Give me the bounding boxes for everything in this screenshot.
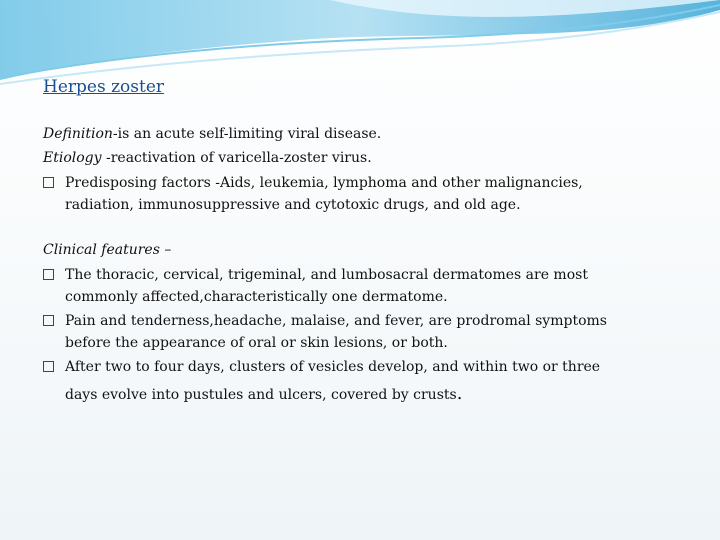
bullet-line: days evolve into pustules and ulcers, covered by crusts	[65, 387, 457, 403]
clinical-bullet-2	[43, 310, 693, 354]
etiology-term: Etiology	[43, 150, 102, 166]
definition-text: -is an acute self-limiting viral disease.	[112, 126, 382, 142]
checkbox-bullet-icon	[43, 315, 54, 326]
checkbox-bullet-icon	[43, 177, 54, 188]
etiology-line	[43, 146, 693, 170]
slide-content	[43, 74, 693, 407]
bullet-line: commonly affected,characteristically one dermatome.	[65, 289, 448, 305]
slide-title[interactable]: Herpes zoster	[43, 77, 165, 97]
clinical-bullet-3	[43, 356, 693, 378]
bullet-line: Pain and tenderness,headache, malaise, and fever, are prodromal symptoms	[65, 313, 607, 329]
bullet-line: After two to four days, clusters of vesicles develop, and within two or three	[65, 359, 601, 375]
checkbox-bullet-icon	[43, 361, 54, 372]
predisposing-line2: radiation, immunosuppressive and cytotoxic drugs, and old age.	[65, 197, 521, 213]
bullet-line-end: .	[456, 383, 463, 404]
definition-line	[43, 122, 693, 146]
bullet-line-continued	[43, 382, 693, 407]
bullet-line: before the appearance of oral or skin lesions, or both.	[65, 335, 448, 351]
definition-term: Definition	[43, 126, 113, 142]
clinical-heading: Clinical features –	[43, 242, 172, 258]
checkbox-bullet-icon	[43, 269, 54, 280]
predisposing-bullet	[43, 172, 693, 216]
bullet-line: The thoracic, cervical, trigeminal, and lumbosacral dermatomes are most	[65, 267, 588, 283]
etiology-text: -reactivation of varicella-zoster virus.	[101, 150, 372, 166]
clinical-bullet-1	[43, 264, 693, 308]
predisposing-line1: Predisposing factors -Aids, leukemia, lymphoma and other malignancies,	[65, 175, 583, 191]
